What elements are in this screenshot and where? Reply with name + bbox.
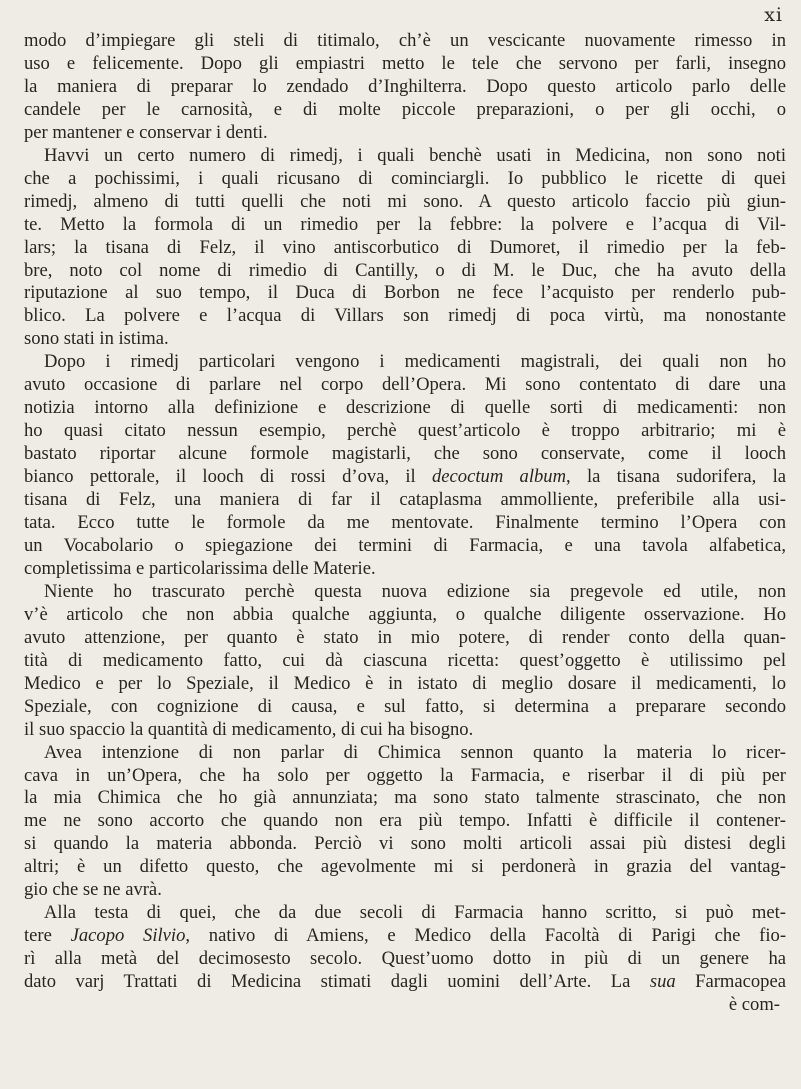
- text-line: la mia Chimica che ho già annunziata; ma sono stato talmente strascinato, che non: [24, 787, 786, 809]
- text-line: rimedj, almeno di tutti quelli che noti mi sono. A questo articolo faccio più giun-: [24, 190, 786, 212]
- text-line: Niente ho trascurato perchè questa nuova edizione sia pregevole ed utile, non: [44, 580, 786, 602]
- text-line: si quando la materia abbonda. Perciò vi sono molti articoli assai più distesi degli: [24, 833, 786, 855]
- page-number: xi: [764, 4, 783, 26]
- catchword: è com-: [728, 994, 780, 1016]
- text-line: lars; la tisana di Felz, il vino antiscorbutico di Dumoret, il rimedio per la feb-: [24, 236, 786, 258]
- text-line: notizia intorno alla definizione e descrizione di quelle sorti di medicamenti: non: [24, 397, 786, 419]
- text-line: completissima e particolarissima delle Materie.: [24, 557, 376, 579]
- text-line: rì alla metà del decimosesto secolo. Quest’uomo dotto in più di un genere ha: [24, 948, 786, 970]
- text-line: Havvi un certo numero di rimedj, i quali benchè usati in Medicina, non sono noti: [44, 144, 786, 166]
- text-line: avuto occasione di parlare nel corpo dell’Opera. Mi sono contentato di dare una: [24, 374, 786, 396]
- text-line: riputazione al suo tempo, il Duca di Borbon ne fece l’acquisto per renderlo pub-: [24, 282, 786, 304]
- text-line: un Vocabolario o spiegazione dei termini di Farmacia, e una tavola alfabetica,: [24, 534, 786, 556]
- italic-phrase: sua: [649, 971, 676, 993]
- paragraph: [24, 581, 786, 742]
- text-line: la maniera di preparar lo zendado d’Inghilterra. Dopo questo articolo parlo delle: [24, 75, 786, 97]
- text-line: Alla testa di quei, che da due secoli di Farmacia hanno scritto, si può met-: [44, 902, 786, 924]
- text-line: tità di medicamento fatto, cui dà ciascuna ricetta: quest’oggetto è utilissimo pel: [24, 649, 786, 671]
- text-line: uso e felicemente. Dopo gli empiastri metto le tele che servono per farli, insegno: [24, 52, 786, 74]
- text-line: bre, noto col nome di rimedio di Cantilly, o di M. le Duc, che ha avuto della: [24, 259, 786, 281]
- text-line: modo d’impiegare gli steli di titimalo, ch’è un vescicante nuovamente rimesso in: [24, 30, 786, 51]
- text-line: che a pochissimi, i quali ricusano di cominciargli. Io pubblico le ricette di quei: [24, 167, 786, 189]
- paragraph: [24, 351, 786, 581]
- paragraph: [24, 30, 786, 145]
- text-line: tisana di Felz, una maniera di far il cataplasma ammolliente, preferibile alla usi-: [24, 489, 786, 511]
- text-line: ho quasi citato nessun esempio, perchè quest’articolo è troppo arbitrario; mi è: [24, 420, 786, 442]
- text-line: dato varj Trattati di Medicina stimati dagli uomini dell’Arte. La sua Farmacopea: [24, 971, 786, 993]
- text-line: v’è articolo che non abbia qualche aggiunta, o qualche diligente osservazione. Ho: [24, 603, 786, 625]
- text-line: il suo spaccio la quantità di medicamento, di cui ha bisogno.: [24, 718, 474, 740]
- text-line: te. Metto la formola di un rimedio per la febbre: la polvere e l’acqua di Vil-: [24, 213, 786, 235]
- text-line: me ne sono accorto che quando non era più tempo. Infatti è difficile il contener-: [24, 810, 786, 832]
- text-line: blico. La polvere e l’acqua di Villars son rimedj di poca virtù, ma nonostante: [24, 305, 786, 327]
- text-line: sono stati in istima.: [24, 328, 169, 350]
- text-line: cava in un’Opera, che ha solo per oggetto la Farmacia, e riserbar il di più per: [24, 764, 786, 786]
- text-line: tere Jacopo Silvio, nativo di Amiens, e Medico della Facoltà di Parigi che fio-: [24, 925, 787, 947]
- body-text: [24, 30, 786, 1017]
- italic-phrase: decoctum album: [432, 466, 567, 488]
- italic-phrase: Jacopo Silvio: [70, 925, 186, 947]
- text-line: candele per le carnosità, e di molte piccole preparazioni, o per gli occhi, o: [24, 98, 786, 120]
- text-line: altri; è un difetto questo, che agevolmente mi si perdonerà in grazia del vantag-: [24, 856, 786, 878]
- text-line: Medico e per lo Speziale, il Medico è in istato di meglio dosare il medicamenti, lo: [24, 672, 786, 694]
- paragraph: [24, 145, 786, 352]
- text-line: Speziale, con cognizione di causa, e sul fatto, si determina a preparare secondo: [24, 695, 786, 717]
- text-line: avuto attenzione, per quanto è stato in mio potere, di render conto della quan-: [24, 626, 786, 648]
- text-line: gio che se ne avrà.: [24, 879, 162, 901]
- paragraph: [24, 902, 786, 994]
- paragraph: [24, 742, 786, 903]
- text-line: bastato riportar alcune formole magistarli, che sono conservate, come il looch: [24, 443, 786, 465]
- text-line: bianco pettorale, il looch di rossi d’ova, il decoctum album, la tisana sudorifera, la: [24, 466, 786, 488]
- text-line: Dopo i rimedj particolari vengono i medicamenti magistrali, dei quali non ho: [44, 351, 786, 373]
- text-line: Avea intenzione di non parlar di Chimica sennon quanto la materia lo ricer-: [44, 741, 786, 763]
- text-line: per mantener e conservar i denti.: [24, 121, 268, 143]
- text-line: tata. Ecco tutte le formole da me mentovate. Finalmente termino l’Opera con: [24, 512, 786, 534]
